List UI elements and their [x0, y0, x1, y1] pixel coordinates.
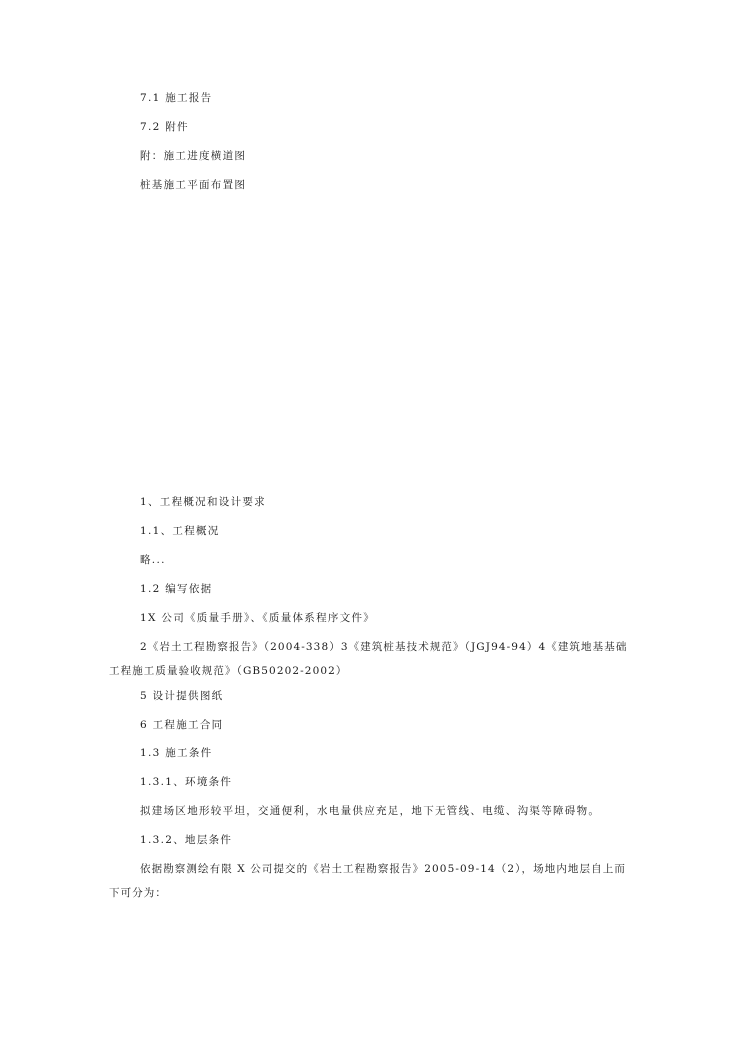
reference-item-5: 5 设计提供图纸	[140, 690, 224, 702]
reference-items-2-4: 2《岩土工程勘察报告》（2004-338）3《建筑桩基技术规范》（JGJ94-94）4《建筑地基基础工程施工质量验收规范》（GB50202-2002）	[109, 641, 628, 677]
toc-item-attachment: 附：施工进度横道图	[140, 150, 247, 162]
toc-item-7-2: 7.2 附件	[140, 121, 189, 133]
paragraph-strata: 依据勘察测绘有限 X 公司提交的《岩土工程勘察报告》2005-09-14（2），场地内地层自上而下可分为：	[109, 863, 626, 899]
section-heading-1-3-1: 1.3.1、环境条件	[140, 776, 233, 788]
toc-item-7-1: 7.1 施工报告	[140, 92, 213, 104]
section-heading-1-3: 1.3 施工条件	[140, 747, 213, 759]
paragraph-environment: 拟建场区地形较平坦，交通便利，水电量供应充足，地下无管线、电缆、沟渠等障碍物。	[140, 805, 601, 817]
section-heading-1-1: 1.1、工程概况	[140, 525, 220, 537]
reference-item-1: 1X 公司《质量手册》、《质量体系程序文件》	[140, 612, 376, 624]
section-heading-1-2: 1.2 编写依据	[140, 583, 213, 595]
section-heading-1-3-2: 1.3.2、地层条件	[140, 834, 233, 846]
toc-item-layout-plan: 桩基施工平面布置图	[140, 179, 247, 191]
reference-item-6: 6 工程施工合同	[140, 719, 224, 731]
paragraph-omitted: 略...	[140, 554, 166, 566]
section-heading-1: 1、工程概况和设计要求	[140, 496, 266, 508]
